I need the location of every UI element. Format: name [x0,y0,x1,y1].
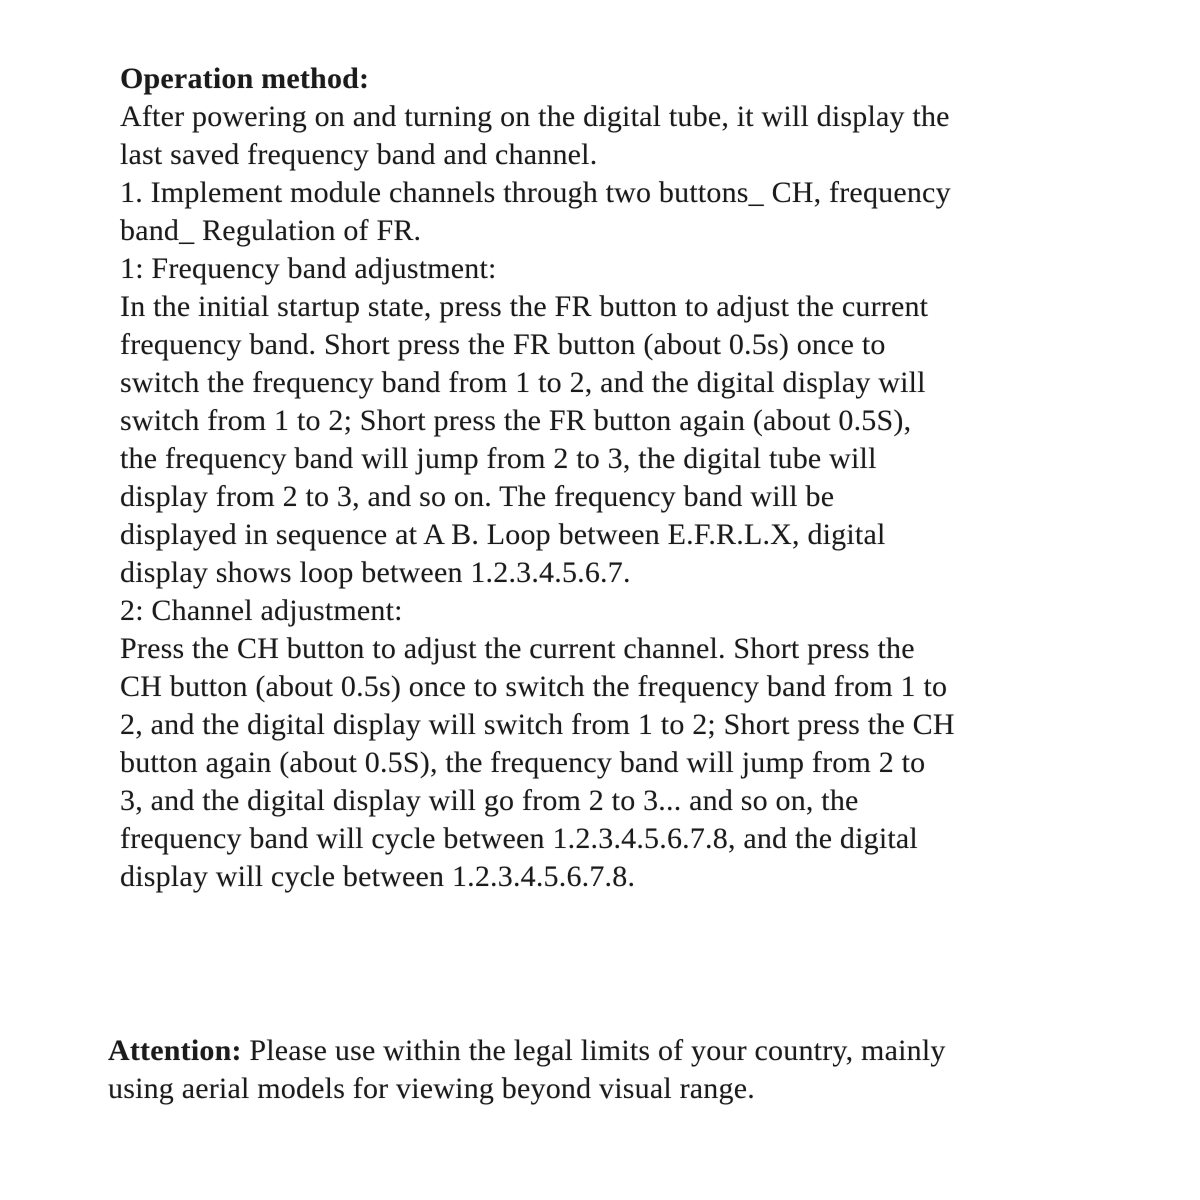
text-line: CH button (about 0.5s) once to switch the frequency band from 1 to [120,670,948,703]
text-line: frequency band will cycle between 1.2.3.4.5.6.7.8, and the digital [120,822,918,855]
text-line: displayed in sequence at A B. Loop between E.F.R.L.X, digital [120,518,886,551]
text-line: display shows loop between 1.2.3.4.5.6.7. [120,556,631,589]
text-line: switch the frequency band from 1 to 2, and the digital display will [120,366,926,399]
operation-method-heading: Operation method: [120,62,370,95]
text-line: In the initial startup state, press the FR button to adjust the current [120,290,929,323]
text-line: 1: Frequency band adjustment: [120,252,497,285]
attention-line-2: using aerial models for viewing beyond visual range. [108,1072,755,1105]
attention-text: Please use within the legal limits of your country, mainly [241,1034,946,1067]
text-line: band_ Regulation of FR. [120,214,422,247]
text-line: frequency band. Short press the FR button (about 0.5s) once to [120,328,886,361]
attention-line-1 [108,1032,1128,1070]
text-line: 2: Channel adjustment: [120,594,403,627]
text-line: 3, and the digital display will go from 2 to 3... and so on, the [120,784,859,817]
attention-label: Attention: [108,1034,242,1067]
text-line: display will cycle between 1.2.3.4.5.6.7.8. [120,860,636,893]
text-line: 1. Implement module channels through two buttons_ CH, frequency [120,176,951,209]
text-line: switch from 1 to 2; Short press the FR button again (about 0.5S), [120,404,912,437]
text-line: After powering on and turning on the digital tube, it will display the [120,100,950,133]
text-line: 2, and the digital display will switch from 1 to 2; Short press the CH [120,708,955,741]
text-line: last saved frequency band and channel. [120,138,598,171]
text-line: button again (about 0.5S), the frequency band will jump from 2 to [120,746,926,779]
operation-method-section [120,60,1120,896]
text-line: display from 2 to 3, and so on. The frequency band will be [120,480,835,513]
text-line: Press the CH button to adjust the current channel. Short press the [120,632,915,665]
text-line: the frequency band will jump from 2 to 3, the digital tube will [120,442,877,475]
attention-section [108,1032,1128,1108]
